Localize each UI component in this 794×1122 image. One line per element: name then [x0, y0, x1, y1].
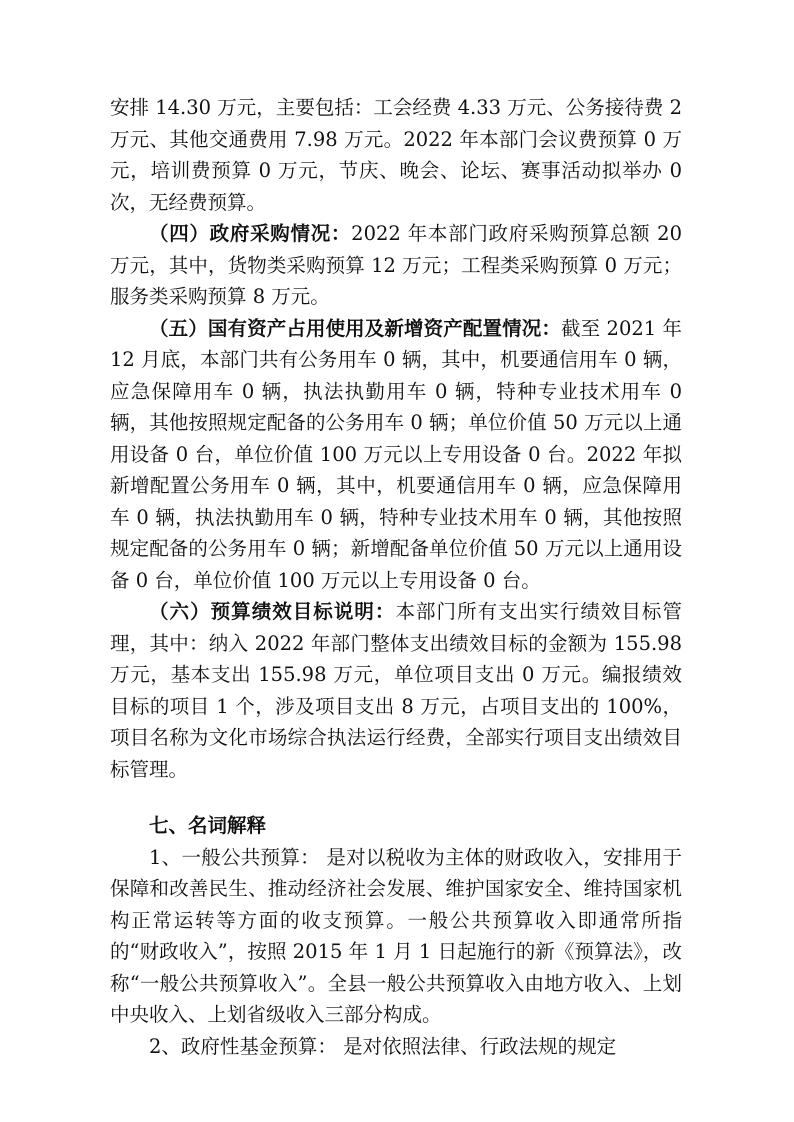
paragraph-state-assets	[110, 313, 682, 597]
document-page	[110, 92, 682, 1062]
paragraph-performance-targets	[110, 596, 682, 785]
performance-targets-heading: （六）预算绩效目标说明：	[149, 600, 396, 623]
performance-targets-text: 本部门所有支出实行绩效目标管理，其中：纳入 2022 年部门整体支出绩效目标的金额为 155.98 万元，基本支出 155.98 万元，单位项目支出 0 万元。编报绩效目标的项目 1 个，涉及项目支出 8 万元，占项目支出的 100%，项目名称为文化市场综合执法运行经费，全部实行项目支出绩效目标管理。	[110, 600, 682, 781]
government-procurement-heading: （四）政府采购情况：	[149, 222, 352, 245]
section-heading-glossary: 七、名词解释	[149, 814, 267, 837]
paragraph-government-fund-budget	[110, 1031, 682, 1063]
government-procurement-text: 2022 年本部门政府采购预算总额 20 万元，其中，货物类采购预算 12 万元；工程类采购预算 0 万元；服务类采购预算 8 万元。	[110, 222, 682, 308]
paragraph-public-funds-text: 安排 14.30 万元，主要包括：工会经费 4.33 万元、公务接待费 2 万元、其他交通费用 7.98 万元。2022 年本部门会议费预算 0 万元，培训费预算 0 万元，节庆、晚会、论坛、赛事活动拟举办 0 次，无经费预算。	[110, 96, 682, 214]
state-assets-text: 截至 2021 年 12 月底，本部门共有公务用车 0 辆，其中，机要通信用车 0 辆，应急保障用车 0 辆，执法执勤用车 0 辆，特种专业技术用车 0 辆，其他按照规定配备的公务用车 0 辆；单位价值 50 万元以上通用设备 0 台，单位价值 100 万元以上专用设备 0 台。2022 年拟新增配置公务用车 0 辆，其中，机要通信用车 0 辆，应急保障用车 0 辆，执法执勤用车 0 辆，特种专业技术用车 0 辆，其他按照规定配备的公务用车 0 辆；新增配备单位价值 50 万元以上通用设备 0 台，单位价值 100 万元以上专用设备 0 台。	[110, 316, 682, 592]
state-assets-heading: （五）国有资产占用使用及新增资产配置情况：	[149, 316, 561, 340]
general-public-budget-text: 1、一般公共预算： 是对以税收为主体的财政收入，安排用于保障和改善民生、推动经济社会发展、维护国家安全、维持国家机构正常运转等方面的收支预算。一般公共预算收入即通常所指的“财政收入”，按照 2015 年 1 月 1 日起施行的新《预算法》，改称“一般公共预算收入”。全县一般公共预算收入由地方收入、上划中央收入、上划省级收入三部分构成。	[110, 845, 682, 1026]
paragraph-public-funds	[110, 92, 682, 218]
government-fund-budget-text: 2、政府性基金预算： 是对依照法律、行政法规的规定	[149, 1034, 617, 1058]
paragraph-general-public-budget	[110, 842, 682, 1031]
paragraph-government-procurement	[110, 218, 682, 313]
